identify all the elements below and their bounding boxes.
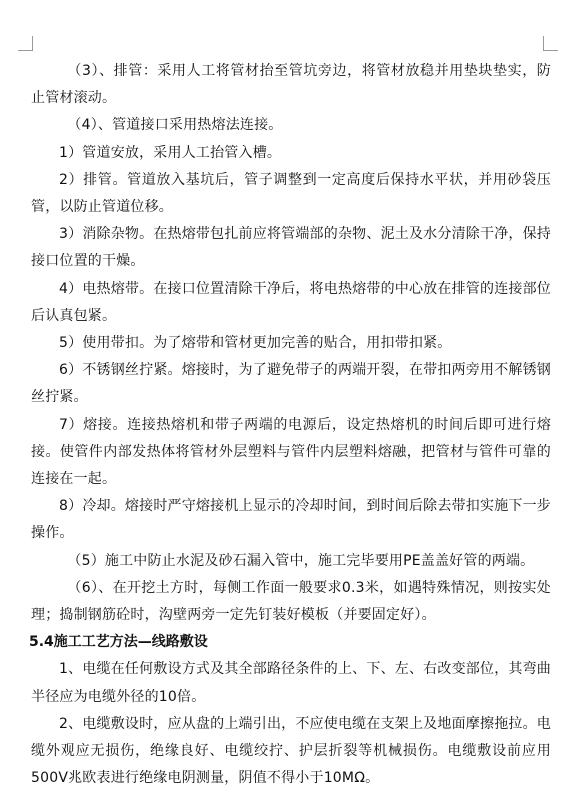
paragraph-step-4: 4）电热熔带。在接口位置清除干净后，将电热熔带的中心放在排管的连接部位后认真包紧。 [31,280,551,324]
page-corner-mark-left [18,36,33,51]
paragraph-cable-1: 1、电缆在任何敷设方式及其全部路径条件的上、下、左、右改变部位，其弯曲半径应为电缆外径的10倍。 [31,661,551,705]
section-heading: 5.4施工工艺方法—线路敷设 [29,634,208,651]
document-body [31,58,551,792]
paragraph-step-1: 1）管道安放，采用人工抬管入槽。 [59,144,282,161]
page-corner-mark-right [543,36,558,51]
paragraph-step-7: 7）熔接。连接热熔机和带子两端的电源后，设定热熔机的时间后即可进行熔接。使管件内部发热体将管材外层塑料与管件内层塑料熔融，把管材与管件可靠的连接在一起。 [31,416,551,488]
paragraph-step-5: 5）使用带扣。为了熔带和管材更加完善的贴合，用扣带扣紧。 [59,335,452,352]
paragraph-step-8: 8）冷却。熔接时严守熔接机上显示的冷却时间，到时间后除去带扣实施下一步操作。 [31,498,551,542]
paragraph-step-6: 6）不锈钢丝拧紧。熔接时，为了避免带子的两端开裂，在带扣两旁用不解锈钢丝拧紧。 [31,362,551,406]
paragraph-step-2: 2）排管。管道放入基坑后，管子调整到一定高度后保持水平状，并用砂袋压管，以防止管道位移。 [31,171,551,216]
paragraph-pipe-laying: （3）、排管：采用人工将管材抬至管坑旁边，将管材放稳并用垫块垫实，防止管材滚动。 [31,63,551,107]
paragraph-joint-method: （4）、管道接口采用热熔法连接。 [67,117,283,134]
paragraph-step-3: 3）消除杂物。在热熔带包扎前应将管端部的杂物、泥土及水分清除干净，保持接口位置的干燥。 [31,226,551,270]
paragraph-cable-2: 2、电缆敷设时，应从盘的上端引出，不应使电缆在支架上及地面摩擦拖拉。电缆外观应无损伤，绝缘良好、电缆绞拧、护层折裂等机械损伤。电缆敷设前应用500V兆欧表进行绝缘电阴测量，阴值不得小于10MΩ。 [31,715,551,787]
paragraph-item-5: （5）施工中防止水泥及砂石漏入管中，施工完毕要用PE盖盖好管的两端。 [67,552,535,569]
paragraph-item-6: （6）、在开挖土方时，每侧工作面一般要求0.3米，如遇特殊情况，则按实处理；捣制钢筋砼时，沟壁两旁一定先钉装好模板（并要固定好）。 [31,579,551,624]
